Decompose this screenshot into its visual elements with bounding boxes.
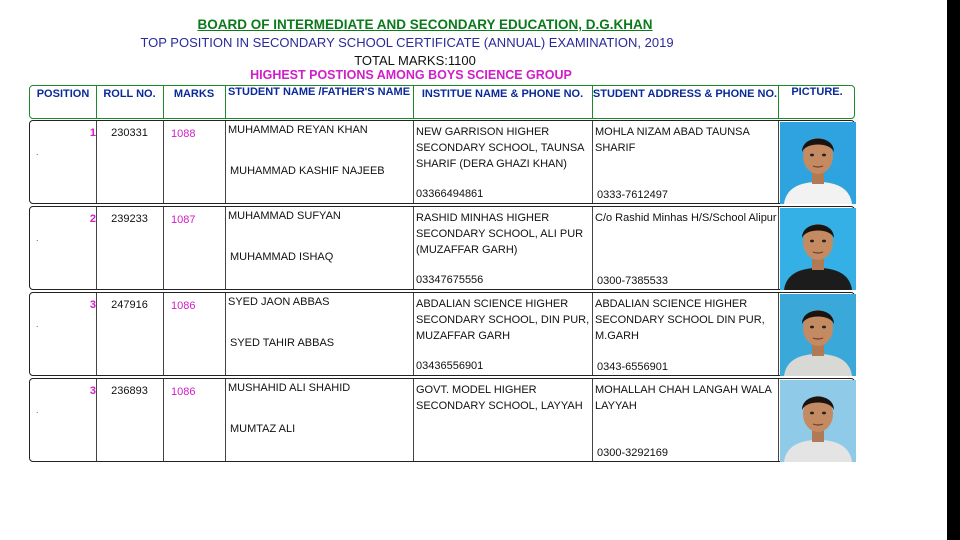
marks-value: 1087 (171, 214, 196, 226)
group-title: HIGHEST POSTIONS AMONG BOYS SCIENCE GROUP (250, 68, 572, 82)
roll-no-value: 236893 (111, 385, 148, 397)
header-address: STUDENT ADDRESS & PHONE NO. (592, 88, 778, 100)
position-value: 3 (89, 299, 96, 311)
institute-name: RASHID MINHAS HIGHER SECONDARY SCHOOL, ALI PUR (MUZAFFAR GARH) (416, 212, 584, 256)
table-row (29, 292, 855, 376)
header-marks: MARKS (173, 88, 215, 100)
address-phone: 0300-3292169 (597, 447, 668, 459)
father-name: MUHAMMAD KASHIF NAJEEB (230, 165, 385, 177)
table-row (29, 378, 855, 462)
father-name: SYED TAHIR ABBAS (230, 337, 335, 349)
institute-phone: 03347675556 (416, 274, 484, 286)
institute-phone: 03366494861 (416, 188, 484, 200)
header-institute: INSTITUE NAME & PHONE NO. (421, 88, 584, 100)
student-name: MUHAMMAD SUFYAN (228, 210, 341, 222)
institute-name: GOVT. MODEL HIGHER SECONDARY SCHOOL, LAYYAH (416, 384, 583, 412)
portrait-icon (780, 380, 856, 462)
table-header (29, 85, 855, 119)
student-photo (780, 208, 856, 290)
address-phone: 0300-7385533 (597, 275, 668, 287)
position-value: 2 (89, 213, 96, 225)
student-address: MOHALLAH CHAH LANGAH WALA LAYYAH (595, 384, 772, 412)
marks-value: 1086 (171, 386, 196, 398)
header-roll-no: ROLL NO. (103, 88, 156, 100)
table-row (29, 120, 855, 204)
position-value: 3 (89, 385, 96, 397)
row-dot: . (36, 147, 39, 157)
total-marks: TOTAL MARKS:1100 (354, 53, 476, 68)
student-photo (780, 380, 856, 462)
father-name: MUMTAZ ALI (230, 423, 296, 435)
institute-name: NEW GARRISON HIGHER SECONDARY SCHOOL, TAUNSA SHARIF (DERA GHAZI KHAN) (416, 126, 584, 170)
address-phone: 0333-7612497 (597, 189, 668, 201)
roll-no-value: 239233 (111, 213, 148, 225)
portrait-icon (780, 208, 856, 290)
exam-title: TOP POSITION IN SECONDARY SCHOOL CERTIFICATE (ANNUAL) EXAMINATION, 2019 (140, 35, 674, 50)
student-address: C/o Rashid Minhas H/S/School Alipur (595, 212, 777, 224)
student-name: MUHAMMAD REYAN KHAN (228, 124, 368, 136)
row-dot: . (36, 233, 39, 243)
father-name: MUHAMMAD ISHAQ (230, 251, 334, 263)
student-name: MUSHAHID ALI SHAHID (228, 382, 351, 394)
address-phone: 0343-6556901 (597, 361, 668, 373)
header-student-name: STUDENT NAME /FATHER'S NAME (227, 86, 411, 98)
student-photo (780, 122, 856, 204)
roll-no-value: 247916 (111, 299, 148, 311)
row-dot: . (36, 319, 39, 329)
marks-value: 1088 (171, 128, 196, 140)
student-address: ABDALIAN SCIENCE HIGHER SECONDARY SCHOOL DIN PUR, M.GARH (595, 298, 765, 342)
institute-name: ABDALIAN SCIENCE HIGHER SECONDARY SCHOOL, DIN PUR, MUZAFFAR GARH (416, 298, 590, 342)
institute-phone: 03436556901 (416, 360, 484, 372)
header-picture: PICTURE. (791, 86, 843, 98)
student-address: MOHLA NIZAM ABAD TAUNSA SHARIF (595, 126, 750, 154)
table-row (29, 206, 855, 290)
portrait-icon (780, 294, 856, 376)
marks-value: 1086 (171, 300, 196, 312)
portrait-icon (780, 122, 856, 204)
roll-no-value: 230331 (111, 127, 148, 139)
row-dot: . (36, 405, 39, 415)
position-value: 1 (89, 127, 96, 139)
student-name: SYED JAON ABBAS (228, 296, 330, 308)
header-position: POSITION (36, 88, 90, 100)
board-title: BOARD OF INTERMEDIATE AND SECONDARY EDUCATION, D.G.KHAN (197, 17, 653, 32)
student-photo (780, 294, 856, 376)
